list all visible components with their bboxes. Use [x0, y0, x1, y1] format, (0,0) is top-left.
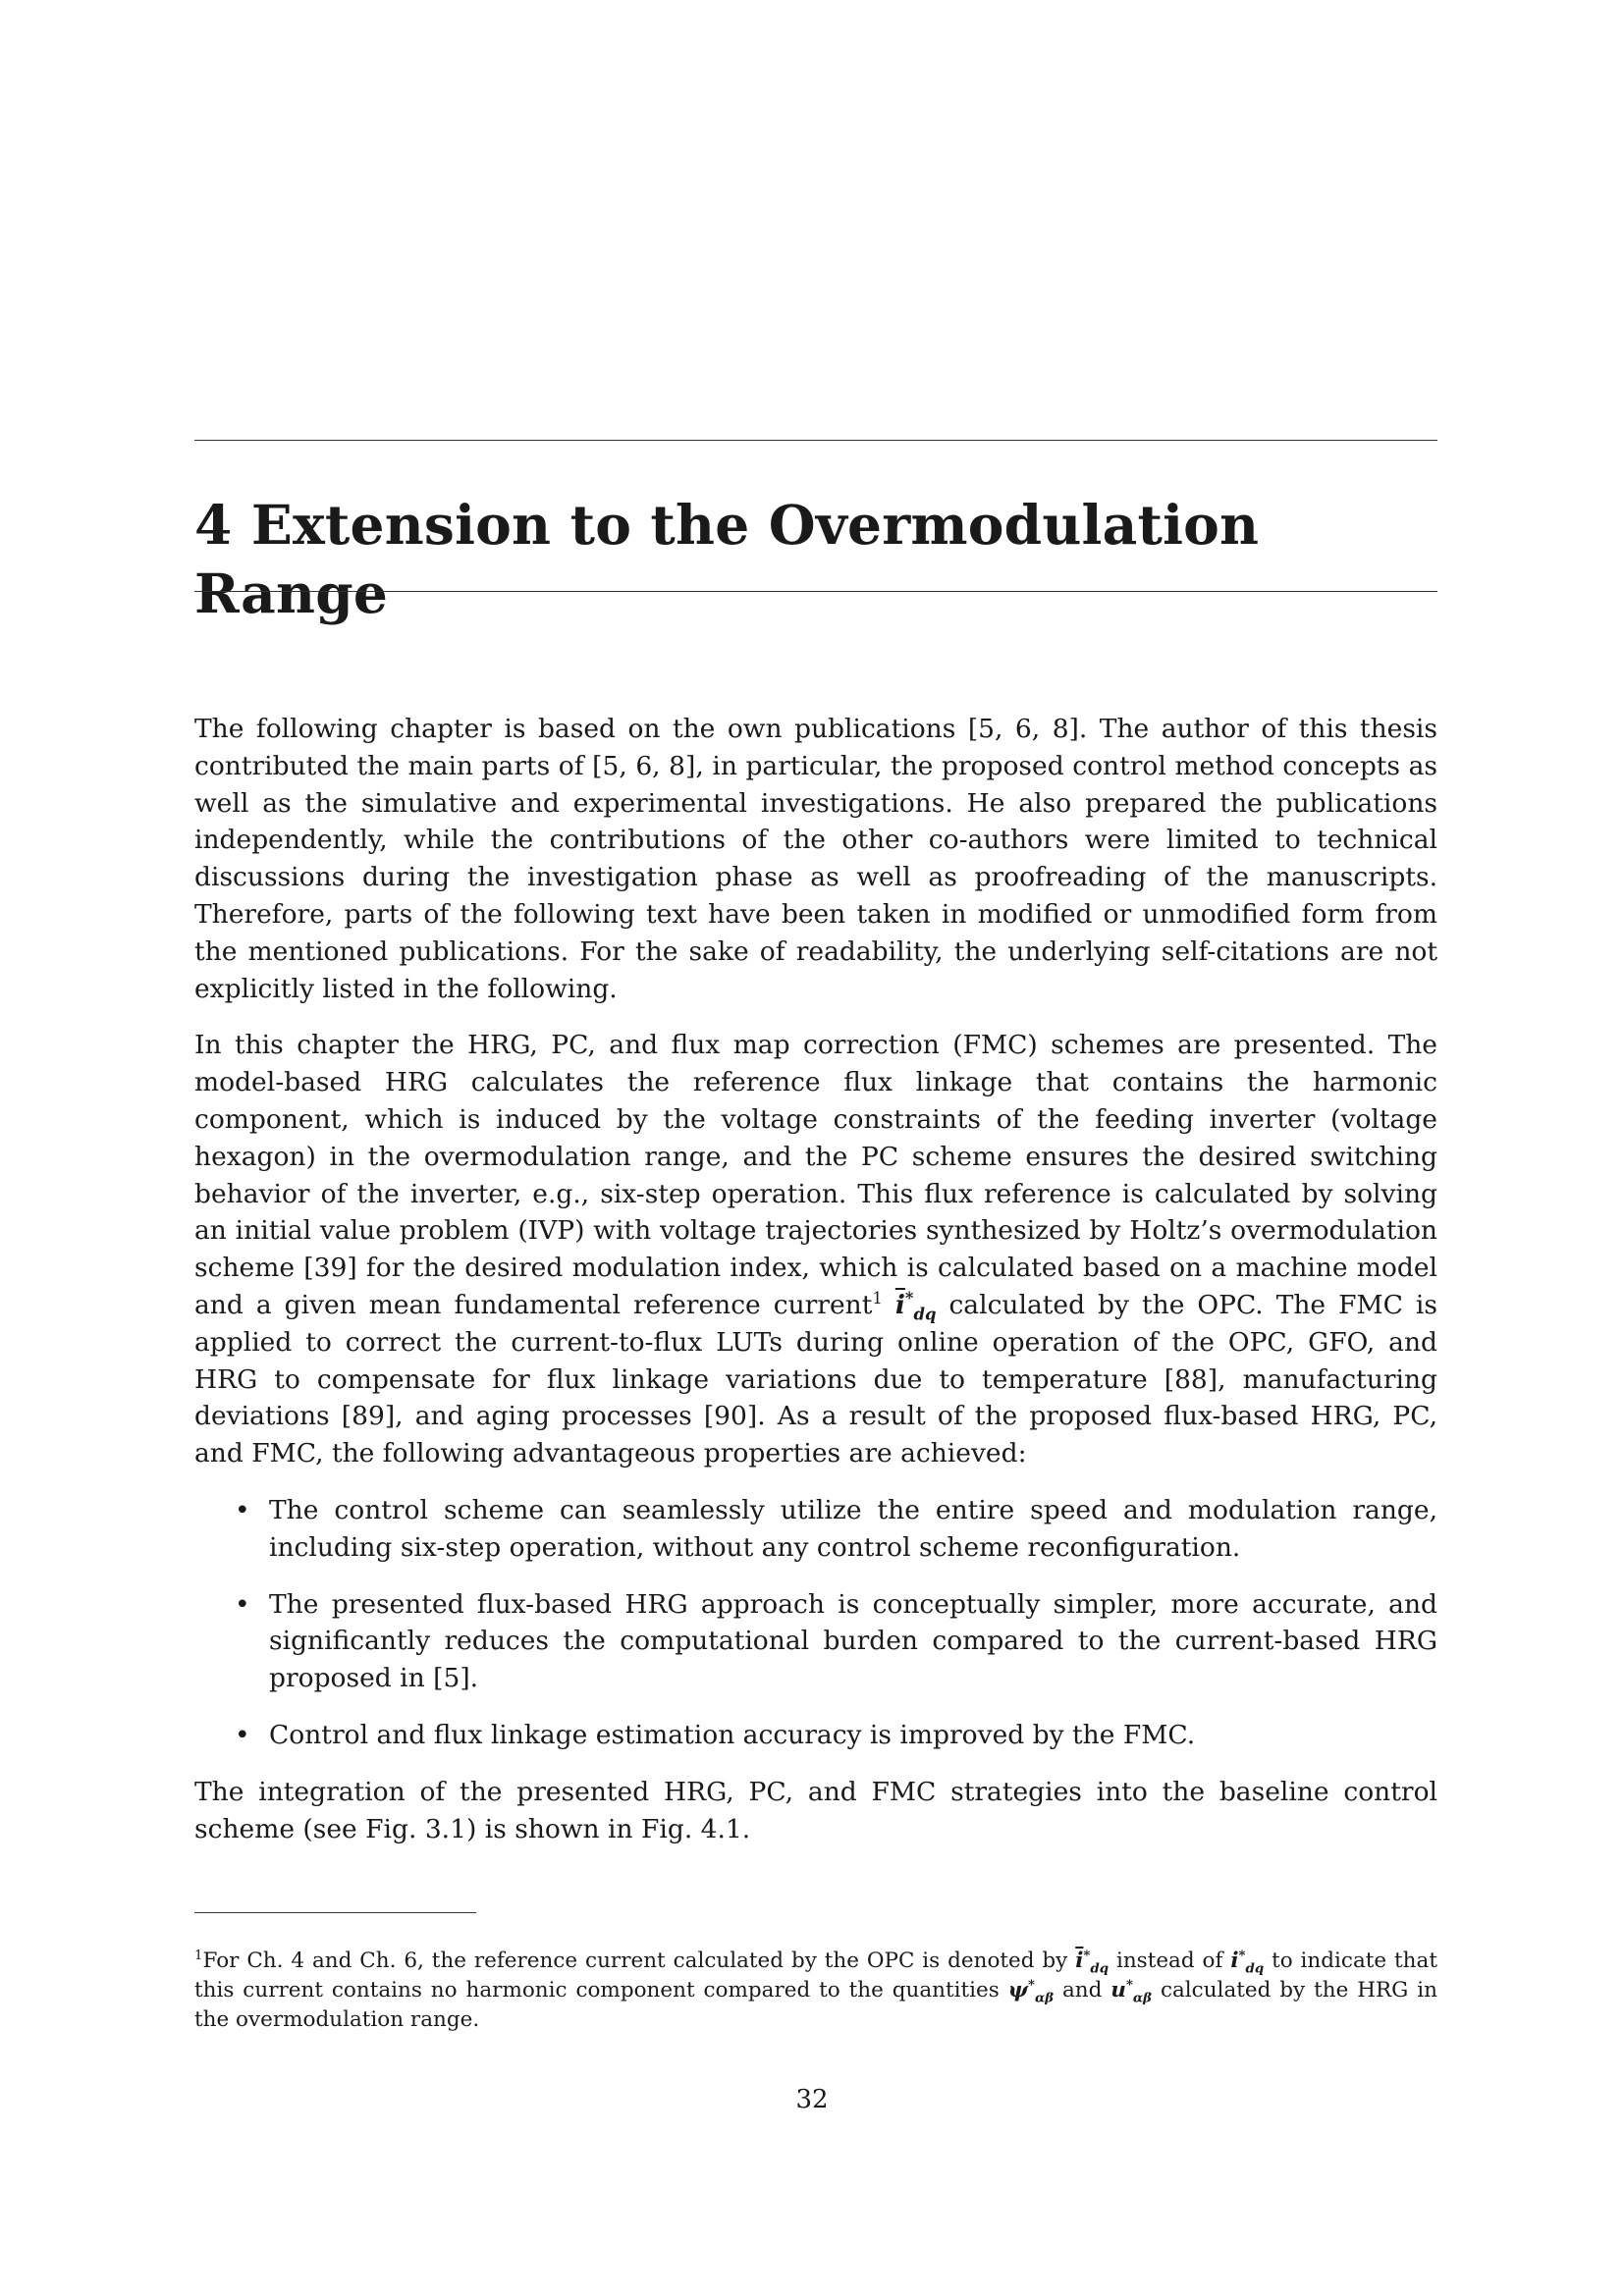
- list-item: • Control and flux linkage estimation accuracy is improved by the FMC.: [194, 1717, 1437, 1754]
- chapter-body: [194, 711, 1437, 1867]
- paragraph-intro: The following chapter is based on the own publications [5, 6, 8]. The author of this thesis contributed the main parts of [5, 6, 8], in particular, the proposed control method concepts as well as the simulative and experimental investigations. He also prepared the publications independently, while the contributions of the other co-authors were limited to technical discussions during the investigation phase as well as proofreading of the manuscripts. Therefore, parts of the following text have been taken in modified or unmodified form from the mentioned publications. For the sake of readability, the underlying self-citations are not explicitly listed in the following.: [194, 714, 1437, 1004]
- bullet-icon: •: [235, 1494, 250, 1525]
- math-symbol: $\overline{i}^*_{dq}$: [1075, 1947, 1110, 1977]
- footnote-reference-mark: 1: [872, 1289, 883, 1308]
- footnote-separator: [194, 1912, 476, 1913]
- chapter-rule-bottom: [194, 591, 1437, 592]
- math-symbol: $i^*_{dq}$: [1230, 1947, 1265, 1977]
- footnote-mark: 1: [194, 1948, 203, 1963]
- paragraph-overview-part-a: In this chapter the HRG, PC, and flux map correction (FMC) schemes are presented. The model-based HRG calculates the reference flux linkage that contains the harmonic component, which is induced by the voltage constraints of the feeding inverter (voltage hexagon) in the overmodulation range, and the PC scheme ensures the desired switching behavior of the inverter, e.g., six-step operation. This flux reference is calculated by solving an initial value problem (IVP) with voltage trajectories synthesized by Holtz’s overmodulation scheme [39] for the desired modulation index, which is calculated based on a machine model and a given mean fundamental reference current: [194, 1030, 1437, 1320]
- math-reference-current-symbol: $\overline{i}^*_{dq}$: [894, 1289, 937, 1324]
- page-number: 32: [795, 2085, 829, 2114]
- footnote: $^1$For Ch. 4 and Ch. 6, the reference current calculated by the OPC is denoted by $\overline{i}^*_{dq}$ instead of $i^*_{dq}$ to indicate that this current contains no harmonic component compared to the quantities $\psi^*_{\alpha\beta}$ and $u^*_{\alpha\beta}$ calculated by the HRG in the overmodulation range.: [194, 1947, 1437, 2032]
- list-item: • The control scheme can seamlessly utilize the entire speed and modulation range, including six-step operation, without any control scheme reconfiguration.: [194, 1492, 1437, 1567]
- bullet-icon: •: [235, 1719, 250, 1750]
- chapter-rule-top: [194, 440, 1437, 441]
- math-symbol: $u^*_{\alpha\beta}$: [1110, 1976, 1153, 2006]
- paragraph-integration: The integration of the presented HRG, PC, and FMC strategies into the baseline control scheme (see Fig. 3.1) is shown in Fig. 4.1.: [194, 1776, 1437, 1844]
- paragraph-overview: [194, 1027, 1437, 1472]
- bullet-icon: •: [235, 1588, 250, 1620]
- chapter-title: 4 Extension to the Overmodulation Range: [194, 493, 1260, 625]
- list-item: • The presented flux-based HRG approach is conceptually simpler, more accurate, and significantly reduces the computational burden compared to the current-based HRG proposed in [5].: [194, 1586, 1437, 1697]
- paragraph-overview-part-b: calculated by the OPC. The FMC is applied to correct the current-to-flux LUTs during online operation of the OPC, GFO, and HRG to compensate for flux linkage variations due to temperature [88], manufacturing deviations [89], and aging processes [90]. As a result of the proposed flux-based HRG, PC, and FMC, the following advantageous properties are achieved:: [194, 1289, 1437, 1469]
- properties-list: [194, 1492, 1437, 1754]
- math-symbol: $\psi^*_{\alpha\beta}$: [1007, 1976, 1055, 2006]
